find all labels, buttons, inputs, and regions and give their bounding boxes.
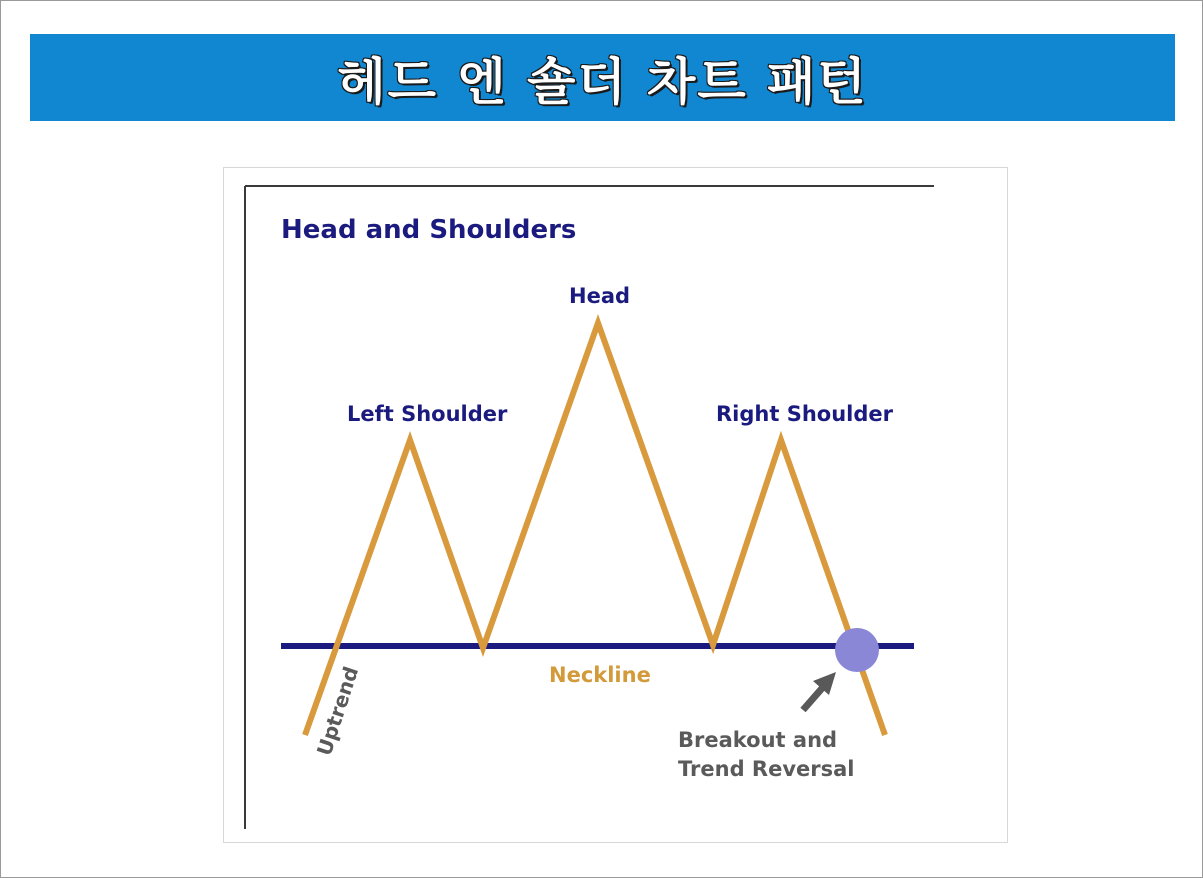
diagram-title: Head and Shoulders [281,215,577,245]
breakout-marker [835,628,879,672]
uptrend-label: Uptrend [311,663,364,759]
head-label: Head [569,284,631,308]
right-shoulder-label: Right Shoulder [716,402,893,426]
left-shoulder-label: Left Shoulder [347,402,508,426]
neckline-label: Neckline [549,663,651,687]
breakout-arrow-icon [803,672,836,710]
breakout-label-line1: Breakout and [678,728,838,752]
breakout-label-line2: Trend Reversal [678,757,855,781]
banner-title: 헤드 엔 숄더 차트 패턴 [337,52,868,111]
